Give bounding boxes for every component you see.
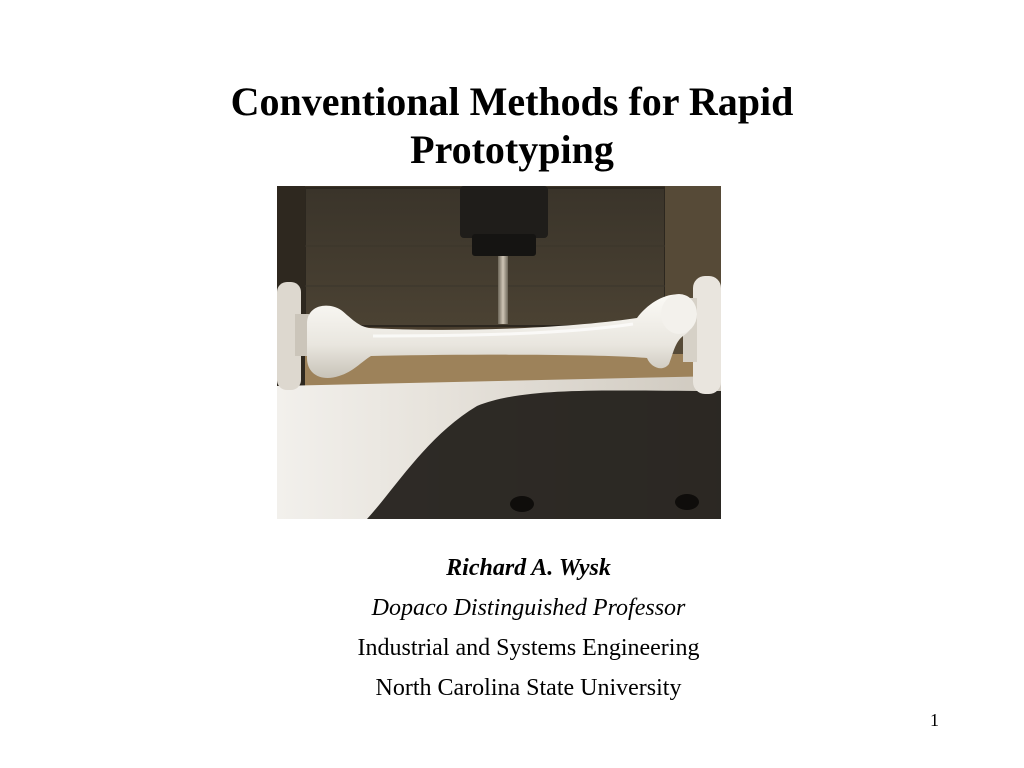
machined-bone-photo xyxy=(277,186,721,519)
university: North Carolina State University xyxy=(375,675,682,701)
credits-block xyxy=(200,550,857,710)
title-line-2: Prototyping xyxy=(410,127,614,172)
author-name: Richard A. Wysk xyxy=(446,555,611,581)
department: Industrial and Systems Engineering xyxy=(357,635,700,661)
slide-title xyxy=(100,78,924,174)
page-number: 1 xyxy=(930,710,939,730)
title-line-1: Conventional Methods for Rapid xyxy=(230,79,794,124)
author-role: Dopaco Distinguished Professor xyxy=(371,595,686,621)
